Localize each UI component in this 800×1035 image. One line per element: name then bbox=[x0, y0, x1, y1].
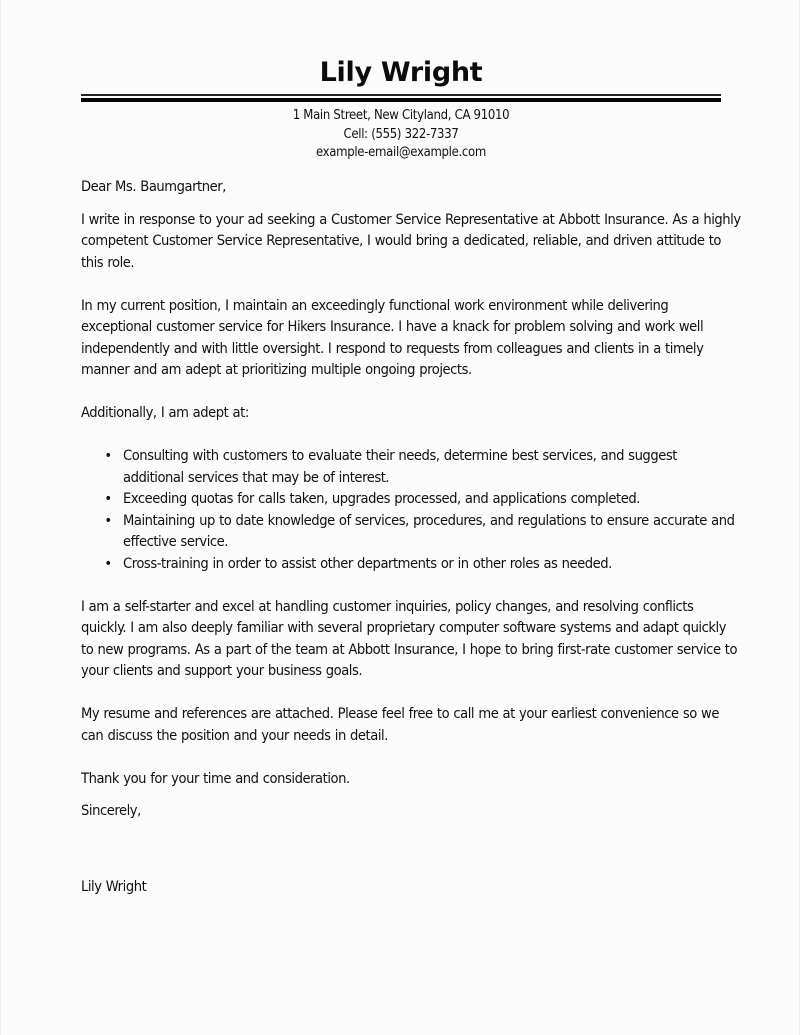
letter-body bbox=[81, 176, 741, 919]
skill-text: Cross-training in order to assist other departments or in other roles as needed. bbox=[123, 554, 612, 572]
contact-email: example-email@example.com bbox=[315, 145, 487, 160]
sign-off: Sincerely, bbox=[81, 802, 141, 819]
skills-lead: Additionally, I am adept at: bbox=[81, 404, 249, 421]
list-item bbox=[81, 553, 741, 575]
applicant-name-heading: Lily Wright bbox=[319, 57, 483, 88]
skill-text: Maintaining up to date knowledge of services, procedures, and regulations to ensure accurate and effective service. bbox=[123, 511, 735, 550]
salutation: Dear Ms. Baumgartner, bbox=[81, 178, 226, 195]
contact-block bbox=[1, 107, 800, 163]
skill-text: Exceeding quotas for calls taken, upgrades processed, and applications completed. bbox=[123, 490, 640, 507]
bullet-icon: • bbox=[104, 490, 112, 507]
list-item bbox=[81, 510, 741, 553]
skills-list bbox=[81, 445, 741, 574]
paragraph-self-starter: I am a self-starter and excel at handling customer inquiries, policy changes, and resolving conflicts quickly. I am also deeply familiar with several proprietary computer software systems and adapt quickly to new programs. As a part of the team at Abbott Insurance, I hope to bring first-rate customer service to your clients and support your business goals. bbox=[81, 597, 738, 679]
header-rule-thin bbox=[81, 94, 721, 96]
signature: Lily Wright bbox=[81, 877, 147, 895]
list-item bbox=[81, 445, 741, 488]
header-rule-thick bbox=[81, 98, 721, 102]
contact-address: 1 Main Street, New Cityland, CA 91010 bbox=[292, 108, 510, 123]
bullet-icon: • bbox=[104, 447, 112, 464]
bullet-icon: • bbox=[104, 554, 112, 572]
paragraph-current-position: In my current position, I maintain an exceedingly functional work environment while delivering exceptional customer service for Hikers Insurance. I have a knack for problem solving and work well independently and with little oversight. I respond to requests from colleagues and clients in a timely manner and am adept at prioritizing multiple ongoing projects. bbox=[81, 296, 704, 378]
skill-text: Consulting with customers to evaluate their needs, determine best services, and suggest additional services that may be of interest. bbox=[123, 447, 677, 486]
paragraph-resume-attached: My resume and references are attached. Please feel free to call me at your earliest convenience so we can discuss the position and your needs in detail. bbox=[81, 705, 719, 744]
list-item bbox=[81, 488, 741, 510]
contact-cell: Cell: (555) 322-7337 bbox=[343, 126, 459, 142]
bullet-icon: • bbox=[104, 511, 112, 529]
paragraph-intro: I write in response to your ad seeking a Customer Service Representative at Abbott Insurance. As a highly competent Customer Service Representative, I would bring a dedicated, reliable, and driven attitude to this role. bbox=[81, 210, 741, 271]
thanks-line: Thank you for your time and consideration. bbox=[81, 769, 350, 787]
